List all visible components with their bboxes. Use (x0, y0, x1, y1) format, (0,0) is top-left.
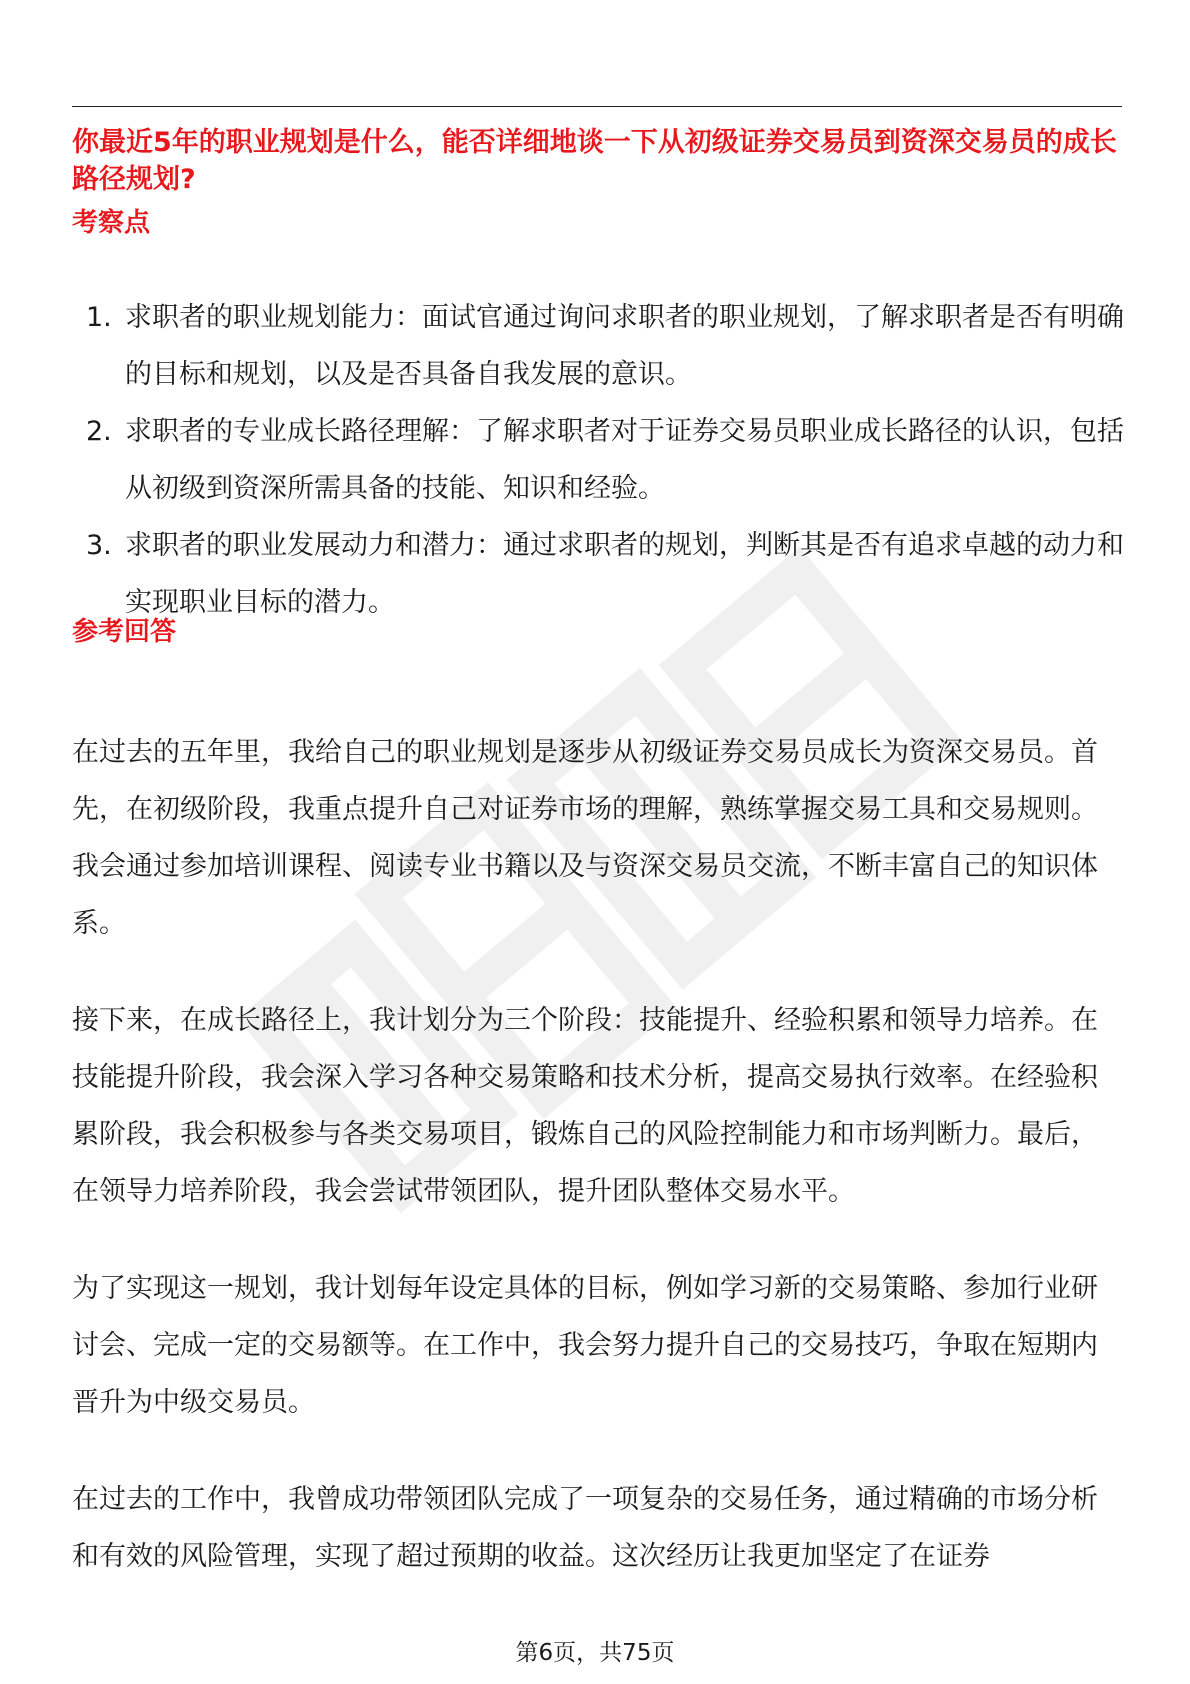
answer-paragraph: 在过去的五年里，我给自己的职业规划是逐步从初级证券交易员成长为资深交易员。首先，在初级阶段，我重点提升自己对证券市场的理解，熟练掌握交易工具和交易规则。我会通过参加培训课程、阅读专业书籍以及与资深交易员交流，不断丰富自己的知识体系。 (72, 737, 1098, 939)
answer-heading: 参考回答 (72, 617, 177, 647)
list-item (72, 403, 1127, 517)
list-item-number: 1. (86, 302, 112, 333)
answer-body (72, 724, 1122, 1625)
page-number: 第6页，共75页 (515, 1640, 675, 1666)
list-item-number: 2. (86, 416, 112, 447)
points-list (72, 289, 1127, 631)
question-title: 你最近5年的职业规划是什么，能否详细地谈一下从初级证券交易员到资深交易员的成长路径规划? (72, 127, 1117, 195)
answer-paragraph: 为了实现这一规划，我计划每年设定具体的目标，例如学习新的交易策略、参加行业研讨会、完成一定的交易额等。在工作中，我会努力提升自己的交易技巧，争取在短期内晋升为中级交易员。 (72, 1273, 1098, 1418)
list-item (72, 289, 1127, 403)
answer-paragraph: 在过去的工作中，我曾成功带领团队完成了一项复杂的交易任务，通过精确的市场分析和有效的风险管理，实现了超过预期的收益。这次经历让我更加坚定了在证券 (72, 1484, 1098, 1572)
answer-paragraph: 接下来，在成长路径上，我计划分为三个阶段：技能提升、经验积累和领导力培养。在技能提升阶段，我会深入学习各种交易策略和技术分析，提高交易执行效率。在经验积累阶段，我会积极参与各类交易项目，锻炼自己的风险控制能力和市场判断力。最后，在领导力培养阶段，我会尝试带领团队，提升团队整体交易水平。 (72, 1005, 1098, 1207)
points-heading: 考察点 (72, 208, 151, 238)
list-item-number: 3. (86, 530, 112, 561)
list-item-text: 求职者的职业发展动力和潜力：通过求职者的规划，判断其是否有追求卓越的动力和实现职业目标的潜力。 (125, 530, 1124, 618)
list-item-text: 求职者的职业规划能力：面试官通过询问求职者的职业规划，了解求职者是否有明确的目标和规划，以及是否具备自我发展的意识。 (125, 302, 1124, 390)
list-item-text: 求职者的专业成长路径理解：了解求职者对于证券交易员职业成长路径的认识，包括从初级到资深所需具备的技能、知识和经验。 (125, 416, 1124, 504)
list-item (72, 517, 1127, 631)
top-divider (72, 106, 1122, 107)
